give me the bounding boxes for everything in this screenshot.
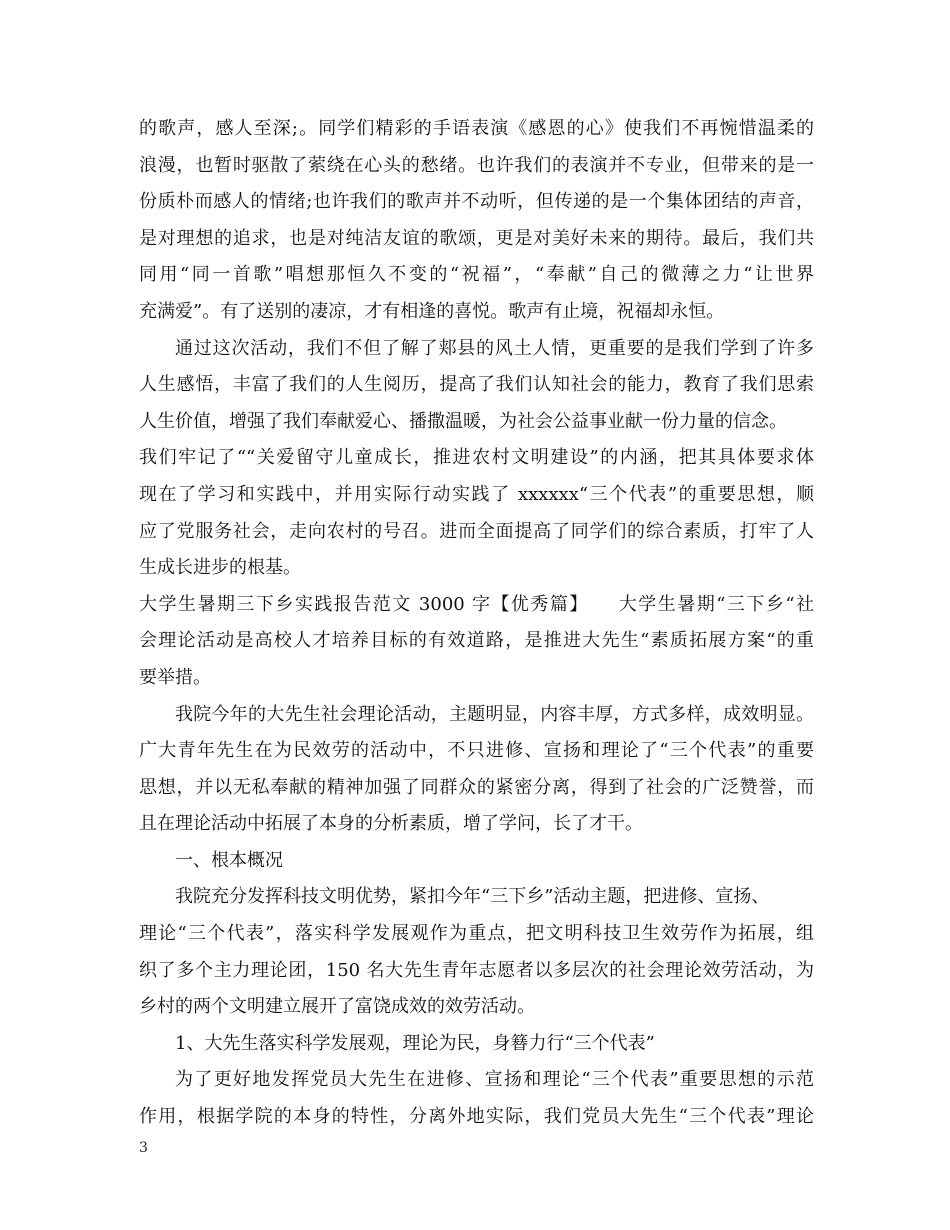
text-line: 理论“三个代表”，落实科学发展观作为重点，把文明科技卫生效劳作为拓展，组 [139,923,814,945]
text-line: 大学生暑期三下乡实践报告范文 3000 字【优秀篇】 大学生暑期“三下乡“社 [139,593,814,615]
text-line: 同用“同一首歌”唱想那恒久不变的“祝福”，“奉献”自己的微薄之力“让世界 [139,264,814,286]
document-body [139,111,814,1136]
text-line: 的歌声，感人至深;。同学们精彩的手语表演《感恩的心》使我们不再惋惜温柔的 [139,118,814,139]
text-line: 为了更好地发挥党员大先生在进修、宣扬和理论“三个代表”重要思想的示范 [175,1069,814,1091]
text-line: 乡村的两个文明建立展开了富饶成效的效劳活动。 [139,996,535,1018]
text-line: 且在理论活动中拓展了本身的分析素质，增了学问，长了才干。 [139,813,643,835]
text-line: 作用，根据学院的本身的特性，分离外地实际，我们党员大先生“三个代表”理论 [139,1106,814,1128]
page-number: 3 [139,1140,148,1156]
text-line: 份质朴而感人的情绪;也许我们的歌声并不动听，但传递的是一个集体团结的声音， [139,191,814,213]
text-line: 浪漫，也暂时驱散了萦绕在心头的愁绪。也许我们的表演并不专业，但带来的是一 [139,154,814,176]
text-line: 充满爱”。有了送别的凄凉，才有相逢的喜悦。歌声有止境，祝福却永恒。 [139,300,725,322]
text-line: 要举措。 [139,666,211,688]
text-line: 会理论活动是高校人才培养目标的有效道路，是推进大先生“素质拓展方案“的重 [139,630,814,652]
text-line: 人生感悟，丰富了我们的人生阅历，提高了我们认知社会的能力，教育了我们思索 [139,374,814,396]
text-line: 我院今年的大先生社会理论活动，主题明显，内容丰厚，方式多样，成效明显。 [175,703,814,725]
text-line: 是对理想的追求，也是对纯洁友谊的歌颂，更是对美好未来的期待。最后，我们共 [139,227,814,249]
text-line: 1、大先生落实科学发展观，理论为民，身簮力行“三个代表” [175,1032,655,1054]
text-line: 应了党服务社会，走向农村的号召。进而全面提高了同学们的综合素质，打牢了人 [139,520,814,542]
text-line: 现在了学习和实践中，并用实际行动实践了 xxxxxx“三个代表”的重要思想，顺 [139,483,814,505]
text-line: 生成长进步的根基。 [139,557,301,579]
text-line: 我们牢记了““关爱留守儿童成长，推进农村文明建设”的内涵，把其具体要求体 [139,447,814,469]
text-line: 一、根本概况 [175,849,283,871]
text-line: 广大青年先生在为民效劳的活动中，不只进修、宣扬和理论了“三个代表”的重要 [139,740,814,762]
text-line: 人生价值，增强了我们奉献爱心、播撒温暖，为社会公益事业献一份力量的信念。 [139,410,787,432]
text-line: 我院充分发挥科技文明优势，紧扣今年“三下乡”活动主题，把进修、宣扬、 [175,886,770,908]
text-line: 思想，并以无私奉献的精神加强了同群众的紧密分离，得到了社会的广泛赞誉，而 [139,776,814,798]
text-line: 通过这次活动，我们不但了解了郏县的风土人情，更重要的是我们学到了许多 [175,337,814,359]
text-line: 织了多个主力理论团，150 名大先生青年志愿者以多层次的社会理论效劳活动，为 [139,959,814,981]
